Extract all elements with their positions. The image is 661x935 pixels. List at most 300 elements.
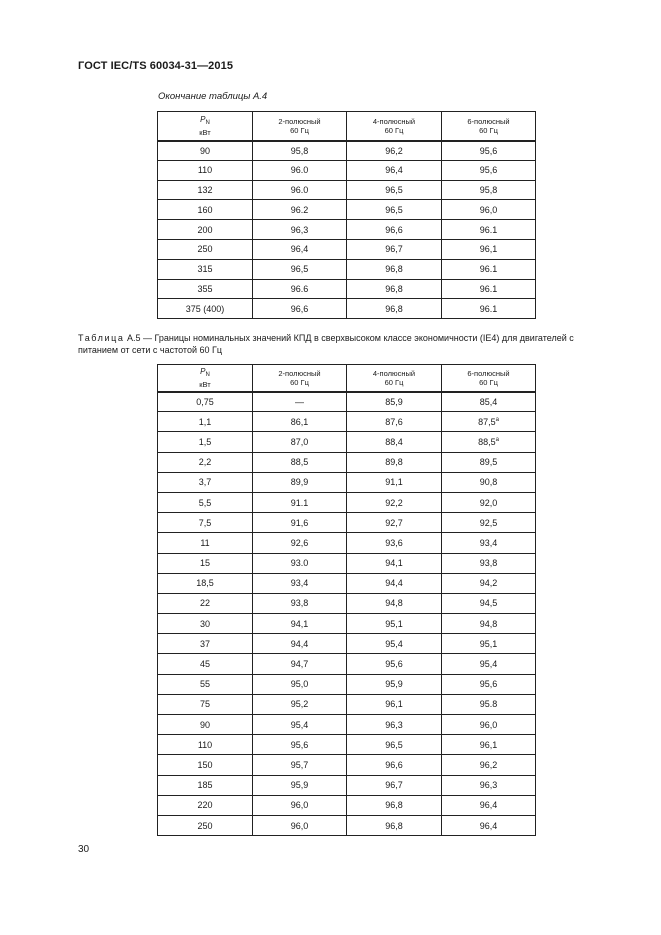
power-cell: [158, 432, 253, 452]
power-cell: [158, 593, 253, 613]
cell-value: 1,5: [198, 436, 212, 447]
cell-value: 250: [197, 244, 213, 255]
table-body: [158, 141, 536, 319]
cell-value: 93,4: [479, 537, 498, 548]
cell-value: 88,4: [385, 436, 403, 447]
two-pole-cell: [253, 533, 347, 553]
column-header-line: 60 Гц: [479, 125, 498, 135]
cell-value: 96,4: [290, 244, 309, 255]
four-pole-cell: [347, 452, 442, 472]
cell-value: 87,5: [478, 416, 496, 427]
cell-value: 95,6: [385, 659, 403, 670]
cell-value: 96.1: [479, 224, 498, 235]
cell-value: 315: [197, 264, 213, 275]
two-pole-cell: [253, 492, 347, 512]
power-cell: [158, 220, 253, 240]
cell-value: 95,0: [290, 679, 309, 690]
two-pole-cell: [253, 593, 347, 613]
four-pole-cell: [347, 815, 442, 835]
cell-value: 94,5: [479, 598, 498, 609]
six-pole-cell: [442, 795, 536, 815]
table-row: [158, 755, 536, 775]
two-pole-cell: [253, 513, 347, 533]
cell-value: —: [295, 396, 304, 407]
power-cell: [158, 755, 253, 775]
cell-value: 96,3: [385, 719, 403, 730]
power-unit: кВт: [199, 127, 211, 137]
six-pole-cell: [442, 815, 536, 835]
cell-value: 93,4: [290, 578, 309, 589]
cell-value: 55: [199, 679, 210, 690]
cell-value: 87,0: [290, 436, 309, 447]
cell-value: 94,1: [385, 558, 403, 569]
power-cell: [158, 472, 253, 492]
column-header-line: 2-полюсный: [278, 368, 321, 378]
power-column-header: [158, 365, 253, 392]
column-header-line: 6-полюсный: [467, 368, 510, 378]
cell-value: 86,1: [290, 416, 309, 427]
cell-value: 96.0: [290, 184, 309, 195]
cell-value: 11: [200, 537, 210, 548]
cell-value: 96.1: [479, 283, 498, 294]
cell-value: 95,6: [479, 679, 498, 690]
four-pole-cell: [347, 160, 442, 180]
cell-value: 3,7: [198, 477, 212, 488]
four-pole-cell: [347, 614, 442, 634]
footnote-mark: а: [495, 436, 499, 443]
four-pole-column-header: [347, 365, 442, 392]
cell-value: 95,8: [479, 184, 498, 195]
column-header-line: 4-полюсный: [372, 368, 416, 378]
table-row: [158, 452, 536, 472]
table-body: [158, 392, 536, 836]
power-subscript: N: [205, 119, 210, 126]
cell-value: 96,8: [385, 283, 403, 294]
four-pole-cell: [347, 432, 442, 452]
cell-value: 89,8: [385, 457, 403, 468]
page-number: 30: [78, 844, 90, 855]
cell-value: 94,7: [290, 659, 309, 670]
cell-value: 45: [199, 659, 210, 670]
cell-value: 110: [197, 165, 213, 176]
cell-value: 93,6: [385, 537, 403, 548]
six-pole-cell: [442, 735, 536, 755]
four-pole-cell: [347, 674, 442, 694]
cell-value: 5,5: [198, 497, 212, 508]
cell-value: 89,5: [479, 457, 498, 468]
two-pole-cell: [253, 654, 347, 674]
cell-value: 96.6: [290, 283, 309, 294]
six-pole-cell: [442, 141, 536, 161]
six-pole-cell: [442, 715, 536, 735]
cell-value: 355: [197, 283, 213, 294]
cell-value: 96,4: [479, 800, 498, 811]
six-pole-cell: [442, 614, 536, 634]
table-row: [158, 492, 536, 512]
four-pole-cell: [347, 694, 442, 714]
six-pole-cell: [442, 674, 536, 694]
cell-value: 96,1: [479, 244, 498, 255]
cell-value: 160: [197, 204, 213, 215]
power-symbol: P: [200, 114, 206, 124]
cell-value: 88,5: [290, 457, 309, 468]
cell-value: 96,3: [290, 224, 309, 235]
power-unit: кВт: [199, 379, 211, 389]
cell-value: 96.0: [290, 165, 309, 176]
table-row: [158, 533, 536, 553]
six-pole-cell: [442, 533, 536, 553]
cell-value: 92,6: [290, 537, 309, 548]
table-row: [158, 279, 536, 299]
six-pole-column-header: [442, 112, 536, 141]
cell-value: 88,5: [478, 436, 496, 447]
table-continuation-caption: Окончание таблицы А.4: [158, 91, 268, 102]
power-cell: [158, 452, 253, 472]
efficiency-table-a5: [157, 364, 536, 836]
six-pole-cell: [442, 200, 536, 220]
two-pole-cell: [253, 279, 347, 299]
power-cell: [158, 141, 253, 161]
power-column-header: [158, 112, 253, 141]
cell-value: 94,4: [290, 638, 309, 649]
two-pole-cell: [253, 200, 347, 220]
cell-value: 132: [197, 184, 213, 195]
four-pole-cell: [347, 180, 442, 200]
two-pole-cell: [253, 141, 347, 161]
table-row: [158, 220, 536, 240]
column-header-line: 60 Гц: [290, 125, 309, 135]
four-pole-cell: [347, 573, 442, 593]
power-cell: [158, 180, 253, 200]
table-row: [158, 614, 536, 634]
cell-value: 0,75: [196, 396, 214, 407]
table-row: [158, 141, 536, 161]
four-pole-cell: [347, 220, 442, 240]
two-pole-cell: [253, 715, 347, 735]
table-row: [158, 553, 536, 573]
table-row: [158, 815, 536, 835]
six-pole-column-header: [442, 365, 536, 392]
two-pole-column-header: [253, 365, 347, 392]
cell-value: 93,8: [479, 558, 498, 569]
cell-value: 95,2: [290, 699, 309, 710]
table-caption-text: А.5 — Границы номинальных значений КПД в сверхвысоком классе экономичности (IE4) для двигателей с питанием от сети с частотой 60 Гц: [78, 333, 574, 355]
two-pole-cell: [253, 432, 347, 452]
power-cell: [158, 614, 253, 634]
table-row: [158, 392, 536, 412]
six-pole-cell: [442, 412, 536, 432]
four-pole-cell: [347, 279, 442, 299]
power-cell: [158, 160, 253, 180]
cell-value: 95,4: [479, 659, 498, 670]
cell-value: 37: [199, 638, 210, 649]
cell-value: 92,0: [479, 497, 498, 508]
cell-value: 95,8: [290, 145, 309, 156]
power-symbol: P: [200, 366, 206, 376]
four-pole-cell: [347, 200, 442, 220]
cell-value: 95,6: [479, 165, 498, 176]
cell-value: 96,1: [479, 739, 498, 750]
six-pole-cell: [442, 392, 536, 412]
two-pole-cell: [253, 614, 347, 634]
table-row: [158, 674, 536, 694]
column-header-line: 60 Гц: [384, 125, 404, 135]
cell-value: 95,9: [290, 780, 309, 791]
document-title: ГОСТ IEC/TS 60034-31—2015: [78, 60, 234, 72]
cell-value: 93.0: [290, 558, 309, 569]
cell-value: 96,0: [290, 800, 309, 811]
six-pole-cell: [442, 492, 536, 512]
table-row: [158, 735, 536, 755]
cell-value: 92,5: [479, 517, 498, 528]
six-pole-cell: [442, 279, 536, 299]
power-cell: [158, 239, 253, 259]
cell-value: 150: [197, 759, 213, 770]
six-pole-cell: [442, 775, 536, 795]
six-pole-cell: [442, 654, 536, 674]
two-pole-cell: [253, 299, 347, 319]
cell-value: 95,7: [290, 759, 309, 770]
cell-value: 95,6: [479, 145, 498, 156]
table-row: [158, 513, 536, 533]
power-cell: [158, 654, 253, 674]
power-cell: [158, 259, 253, 279]
table-row: [158, 200, 536, 220]
two-pole-cell: [253, 392, 347, 412]
four-pole-column-header: [347, 112, 442, 141]
efficiency-table-a4-end: [157, 111, 536, 319]
six-pole-cell: [442, 259, 536, 279]
table-row: [158, 795, 536, 815]
cell-value: 94,2: [479, 578, 498, 589]
cell-value: 96,4: [385, 165, 403, 176]
cell-value: 91,1: [385, 477, 403, 488]
power-cell: [158, 392, 253, 412]
cell-value: 96.2: [290, 204, 309, 215]
cell-value: 96,0: [479, 204, 498, 215]
six-pole-cell: [442, 452, 536, 472]
column-header-line: 6-полюсный: [467, 116, 510, 126]
footnote-mark: а: [495, 416, 499, 423]
four-pole-cell: [347, 795, 442, 815]
two-pole-cell: [253, 694, 347, 714]
cell-value: 95,6: [290, 739, 309, 750]
column-header-line: 60 Гц: [384, 377, 404, 387]
table-row: [158, 412, 536, 432]
cell-value: 96,1: [385, 699, 403, 710]
power-cell: [158, 795, 253, 815]
cell-value: 96,2: [385, 145, 403, 156]
table-row: [158, 593, 536, 613]
cell-value: 93,8: [290, 598, 309, 609]
table-row: [158, 299, 536, 319]
cell-value: 92,2: [385, 497, 403, 508]
cell-value: 95,4: [385, 638, 403, 649]
cell-value: 96,5: [290, 264, 309, 275]
six-pole-cell: [442, 513, 536, 533]
two-pole-cell: [253, 795, 347, 815]
cell-value: 91.1: [290, 497, 309, 508]
four-pole-cell: [347, 533, 442, 553]
power-cell: [158, 775, 253, 795]
cell-value: 75: [199, 699, 210, 710]
cell-value: 95,9: [385, 679, 403, 690]
two-pole-cell: [253, 634, 347, 654]
power-cell: [158, 200, 253, 220]
cell-value: 96,0: [479, 719, 498, 730]
six-pole-cell: [442, 239, 536, 259]
four-pole-cell: [347, 492, 442, 512]
six-pole-cell: [442, 634, 536, 654]
power-cell: [158, 553, 253, 573]
cell-value: 94,4: [385, 578, 403, 589]
six-pole-cell: [442, 432, 536, 452]
table-row: [158, 432, 536, 452]
table-row: [158, 715, 536, 735]
cell-value: 200: [197, 224, 213, 235]
cell-value: 220: [197, 800, 213, 811]
cell-value: 15: [199, 558, 210, 569]
cell-value: 96.1: [479, 303, 498, 314]
table-a5-caption: [78, 332, 588, 356]
cell-value: 96,6: [385, 224, 403, 235]
two-pole-cell: [253, 573, 347, 593]
cell-value: 375 (400): [185, 303, 225, 314]
table-row: [158, 694, 536, 714]
table-row: [158, 654, 536, 674]
power-cell: [158, 279, 253, 299]
six-pole-cell: [442, 299, 536, 319]
table-header-row: [158, 365, 536, 392]
two-pole-cell: [253, 220, 347, 240]
two-pole-cell: [253, 735, 347, 755]
four-pole-cell: [347, 553, 442, 573]
cell-value: 96,3: [479, 780, 498, 791]
two-pole-cell: [253, 180, 347, 200]
table-row: [158, 180, 536, 200]
power-subscript: N: [205, 371, 210, 378]
column-header-line: 2-полюсный: [278, 116, 321, 126]
six-pole-cell: [442, 573, 536, 593]
cell-value: 85,4: [479, 396, 498, 407]
cell-value: 91,6: [290, 517, 309, 528]
cell-value: 2,2: [198, 457, 212, 468]
four-pole-cell: [347, 141, 442, 161]
two-pole-cell: [253, 160, 347, 180]
two-pole-cell: [253, 775, 347, 795]
cell-value: 95.8: [479, 699, 498, 710]
two-pole-cell: [253, 815, 347, 835]
table-row: [158, 239, 536, 259]
power-cell: [158, 492, 253, 512]
cell-value: 90: [199, 145, 210, 156]
cell-value: 96,8: [385, 800, 403, 811]
column-header-line: 60 Гц: [479, 377, 498, 387]
four-pole-cell: [347, 654, 442, 674]
cell-value: 96,2: [479, 759, 498, 770]
cell-value: 30: [199, 618, 210, 629]
cell-value: 95,4: [290, 719, 309, 730]
power-cell: [158, 299, 253, 319]
table-row: [158, 573, 536, 593]
power-cell: [158, 735, 253, 755]
four-pole-cell: [347, 299, 442, 319]
six-pole-cell: [442, 593, 536, 613]
six-pole-cell: [442, 180, 536, 200]
four-pole-cell: [347, 715, 442, 735]
power-cell: [158, 533, 253, 553]
four-pole-cell: [347, 392, 442, 412]
four-pole-cell: [347, 735, 442, 755]
cell-value: 94,1: [290, 618, 309, 629]
cell-value: 18,5: [196, 578, 214, 589]
cell-value: 94,8: [479, 618, 498, 629]
four-pole-cell: [347, 239, 442, 259]
two-pole-cell: [253, 472, 347, 492]
four-pole-cell: [347, 472, 442, 492]
table-row: [158, 160, 536, 180]
two-pole-cell: [253, 674, 347, 694]
column-header-line: 60 Гц: [290, 377, 309, 387]
six-pole-cell: [442, 553, 536, 573]
two-pole-cell: [253, 755, 347, 775]
power-cell: [158, 573, 253, 593]
cell-value: 90,8: [479, 477, 498, 488]
cell-value: 185: [197, 780, 213, 791]
two-pole-cell: [253, 412, 347, 432]
cell-value: 96,5: [385, 204, 403, 215]
six-pole-cell: [442, 160, 536, 180]
table-row: [158, 775, 536, 795]
cell-value: 96,8: [385, 303, 403, 314]
cell-value: 22: [199, 598, 210, 609]
six-pole-cell: [442, 755, 536, 775]
power-cell: [158, 634, 253, 654]
table-row: [158, 259, 536, 279]
cell-value: 94,8: [385, 598, 403, 609]
cell-value: 90: [199, 719, 210, 730]
cell-value: 96,8: [385, 820, 403, 831]
four-pole-cell: [347, 412, 442, 432]
table-header-row: [158, 112, 536, 141]
four-pole-cell: [347, 513, 442, 533]
two-pole-column-header: [253, 112, 347, 141]
six-pole-cell: [442, 220, 536, 240]
cell-value: 110: [197, 739, 213, 750]
cell-value: 96.1: [479, 264, 498, 275]
power-cell: [158, 715, 253, 735]
cell-value: 96,6: [290, 303, 309, 314]
cell-value: 250: [197, 820, 213, 831]
column-header-line: 4-полюсный: [372, 116, 416, 126]
cell-value: 96,5: [385, 739, 403, 750]
two-pole-cell: [253, 452, 347, 472]
cell-value: 92,7: [385, 517, 403, 528]
power-cell: [158, 674, 253, 694]
power-cell: [158, 815, 253, 835]
two-pole-cell: [253, 553, 347, 573]
cell-value: 96,7: [385, 780, 403, 791]
two-pole-cell: [253, 239, 347, 259]
table-row: [158, 472, 536, 492]
cell-value: 95,1: [385, 618, 403, 629]
table-row: [158, 634, 536, 654]
cell-value: 96,6: [385, 759, 403, 770]
power-cell: [158, 694, 253, 714]
four-pole-cell: [347, 755, 442, 775]
cell-value: 96,8: [385, 264, 403, 275]
cell-value: 96,0: [290, 820, 309, 831]
